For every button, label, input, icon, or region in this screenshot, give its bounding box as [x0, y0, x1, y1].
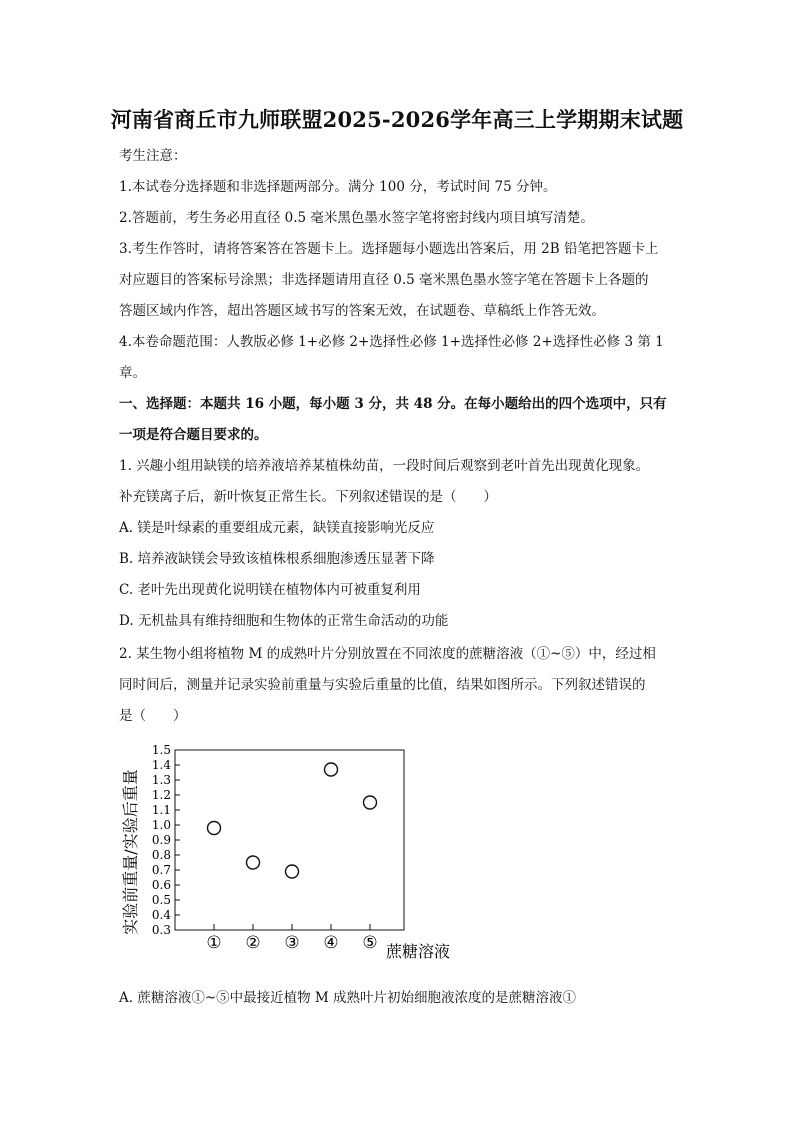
question-2-option-a: A. 蔗糖溶液①~⑤中最接近植物 M 成熟叶片初始细胞液浓度的是蔗糖溶液① — [119, 990, 577, 1006]
y-tick-label: 0.7 — [151, 863, 171, 877]
question-2-stem-cont: 同时间后，测量并记录实验前重量与实验后重量的比值，结果如图所示。下列叙述错误的 — [119, 677, 646, 693]
y-axis-label: 实验前重量/实验后重量 — [121, 769, 140, 935]
plot-frame — [175, 750, 404, 930]
y-tick-label: 1.0 — [151, 818, 171, 832]
data-point — [364, 796, 377, 809]
y-tick-label: 0.4 — [151, 908, 171, 922]
x-axis-label: 蔗糖溶液 — [386, 942, 451, 961]
notice-item: 答题区域内作答，超出答题区域书写的答案无效，在试题卷、草稿纸上作答无效。 — [119, 303, 605, 319]
y-tick-label: 1.2 — [151, 788, 171, 802]
question-2-stem-end: 是（ ） — [119, 708, 187, 724]
y-tick-label: 1.3 — [151, 773, 171, 787]
data-point — [325, 763, 338, 776]
section-heading: 一、选择题：本题共 16 小题，每小题 3 分，共 48 分。在每小题给出的四个选项中，只有 — [119, 396, 667, 412]
y-tick-label: 1.5 — [151, 743, 171, 757]
y-tick-label: 0.3 — [151, 923, 171, 937]
y-tick-label: 0.6 — [151, 878, 171, 892]
y-tick-label: 1.1 — [151, 803, 171, 817]
notice-item: 对应题目的答案标号涂黑；非选择题请用直径 0.5 毫米黑色墨水签字笔在答题卡上各题的 — [119, 272, 649, 288]
notice-item: 4.本卷命题范围：人教版必修 1+必修 2+选择性必修 1+选择性必修 2+选择性必修 3 第 1 — [119, 334, 664, 350]
y-tick-label: 0.8 — [151, 848, 171, 862]
data-point — [208, 822, 221, 835]
question-2-stem: 2. 某生物小组将植物 M 的成熟叶片分别放置在不同浓度的蔗糖溶液（①~⑤）中，经过相 — [119, 646, 656, 662]
data-point — [247, 856, 260, 869]
question-1-stem-cont: 补充镁离子后，新叶恢复正常生长。下列叙述错误的是（ ） — [119, 489, 497, 505]
question-1-option-d: D. 无机盐具有维持细胞和生物体的正常生命活动的功能 — [119, 613, 449, 629]
x-tick-label: ⑤ — [362, 933, 378, 953]
y-tick-label: 0.9 — [151, 833, 171, 847]
page-title: 河南省商丘市九师联盟2025-2026学年高三上学期期末试题 — [110, 107, 684, 132]
notice-item: 3.考生作答时，请将答案答在答题卡上。选择题每小题选出答案后，用 2B 铅笔把答题卡上 — [119, 241, 659, 257]
x-tick-label: ② — [245, 933, 261, 953]
notice-item: 章。 — [119, 365, 146, 381]
y-tick-label: 1.4 — [151, 758, 171, 772]
notice-item: 1.本试卷分选择题和非选择题两部分。满分 100 分，考试时间 75 分钟。 — [119, 179, 557, 195]
notice-item: 2.答题前，考生务必用直径 0.5 毫米黑色墨水签字笔将密封线内项目填写清楚。 — [119, 210, 594, 226]
question-1-stem: 1. 兴趣小组用缺镁的培养液培养某植株幼苗，一段时间后观察到老叶首先出现黄化现象。 — [119, 458, 650, 474]
question-1-option-a: A. 镁是叶绿素的重要组成元素，缺镁直接影响光反应 — [119, 520, 435, 536]
data-point — [286, 865, 299, 878]
chart-svg — [110, 740, 480, 970]
section-heading-cont: 一项是符合题目要求的。 — [119, 427, 268, 443]
x-tick-label: ④ — [323, 933, 339, 953]
scatter-chart — [110, 740, 480, 974]
notice-heading: 考生注意： — [119, 148, 187, 164]
y-tick-label: 0.5 — [151, 893, 171, 907]
question-1-option-c: C. 老叶先出现黄化说明镁在植物体内可被重复利用 — [119, 582, 421, 598]
x-tick-label: ③ — [284, 933, 300, 953]
question-1-option-b: B. 培养液缺镁会导致该植株根系细胞渗透压显著下降 — [119, 551, 435, 567]
x-tick-label: ① — [206, 933, 222, 953]
